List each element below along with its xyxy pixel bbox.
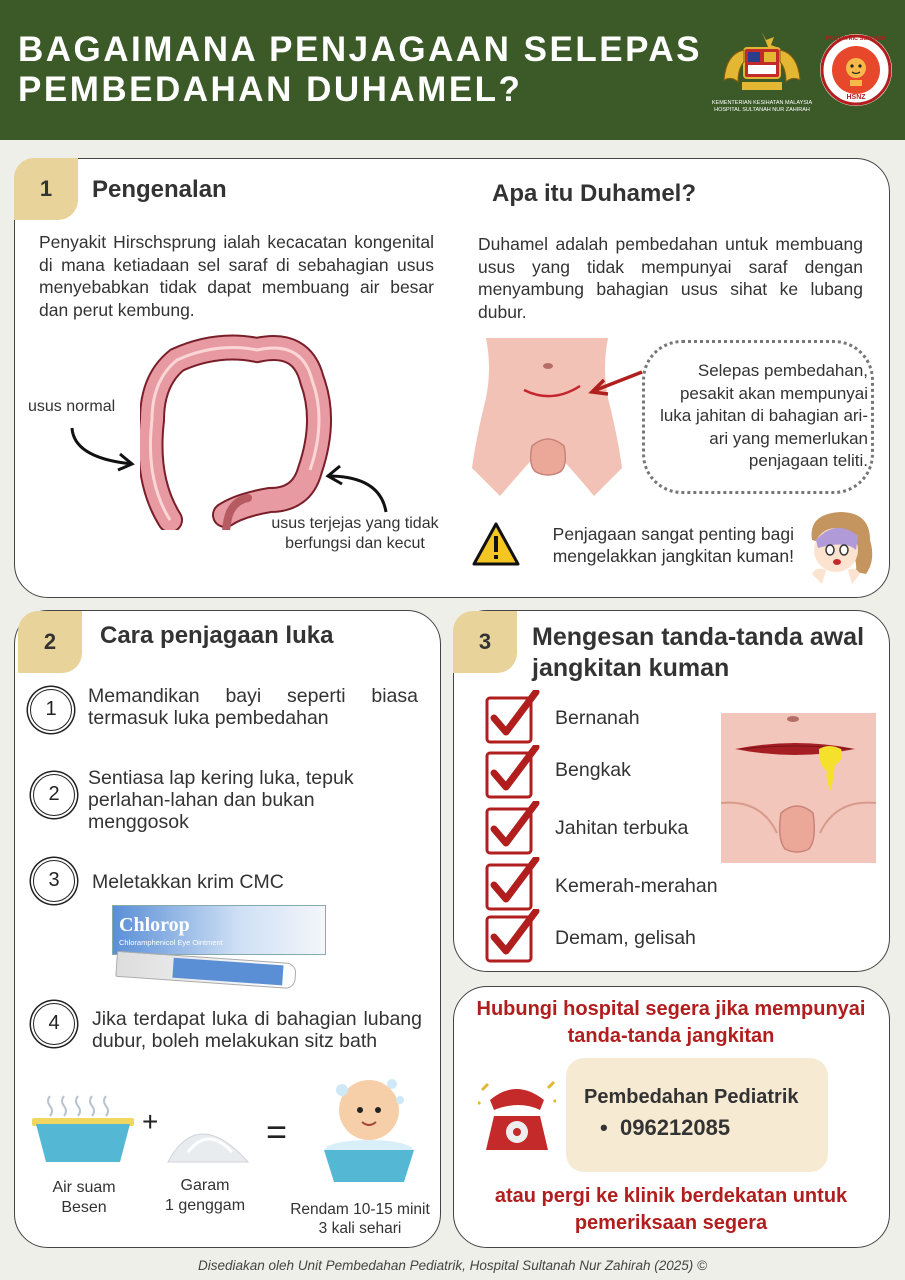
checkbox-checked-icon xyxy=(484,801,542,857)
warning-text: Penjagaan sangat penting bagi mengelakkan jangkitan kuman! xyxy=(552,524,794,566)
incision-pointer-arrow-icon xyxy=(586,368,646,398)
phone-line[interactable]: • 096212085 xyxy=(600,1115,731,1140)
sign-item: Kemerah-merahan xyxy=(555,875,718,897)
duhamel-title: Apa itu Duhamel? xyxy=(492,180,697,207)
infected-wound-illustration-icon xyxy=(721,713,876,863)
equals-sign: = xyxy=(266,1111,288,1152)
section-3-title: Mengesan tanda-tanda awal jangkitan kuman xyxy=(532,623,865,682)
sign-item: Jahitan terbuka xyxy=(555,817,689,839)
footer-credit: Disediakan oleh Unit Pembedahan Pediatrik, Hospital Sultanah Nur Zahirah (2025) © xyxy=(198,1258,707,1273)
callout-text: Selepas pembedahan, pesakit akan mempunyai luka jahitan di bahagian ari-ari yang memerlukan penjagaan teliti. xyxy=(660,361,868,470)
title-line-1: BAGAIMANA PENJAGAAN SELEPAS xyxy=(18,30,702,69)
cream-sub-text: Chloramphenicol Eye Ointment xyxy=(119,938,223,947)
contact-heading: Hubungi hospital segera jika mempunyai tanda-tanda jangkitan xyxy=(476,998,866,1047)
basin-label: Air suam Besen xyxy=(52,1179,116,1216)
badge-bottom-text: HSNZ xyxy=(846,94,866,101)
ministry-caption: KEMENTERIAN KESIHATAN MALAYSIA HOSPITAL SULTANAH NUR ZAHIRAH xyxy=(711,100,813,113)
department-name: Pembedahan Pediatrik xyxy=(584,1086,799,1108)
section-2-number: 2 xyxy=(18,611,82,673)
checkbox-checked-icon xyxy=(484,909,542,965)
step-3-number: 3 xyxy=(33,860,75,902)
step-3-text: Meletakkan krim CMC xyxy=(92,871,284,893)
intro-text: Penyakit Hirschsprung ialah kecacatan kongenital di mana ketiadaan sel saraf di sebahagian usus menyebabkan tidak dapat membuang air besar dan perut kembung. xyxy=(39,232,434,320)
cream-tube xyxy=(115,951,296,989)
sign-item: Bernanah xyxy=(555,707,640,729)
worried-child-icon xyxy=(800,510,876,588)
crest-icon xyxy=(714,28,810,100)
telephone-icon xyxy=(478,1076,556,1158)
step-2-number: 2 xyxy=(33,774,75,816)
step-4-text: Jika terdapat luka di bahagian lubang dubur, boleh melakukan sitz bath xyxy=(92,1008,422,1052)
label-normal-colon: usus normal xyxy=(28,398,116,415)
section-2-title: Cara penjagaan luka xyxy=(100,622,334,649)
surgery-badge xyxy=(818,32,894,108)
arrow-normal-icon xyxy=(60,420,140,480)
duhamel-text: Duhamel adalah pembedahan untuk membuang usus yang tidak mempunyai saraf dengan menyambung bahagian usus sihat ke lubang dubur. xyxy=(478,234,863,322)
cream-brand-text: Chlorop xyxy=(119,914,190,936)
sign-item: Bengkak xyxy=(555,759,631,781)
title-line-2: PEMBEDAHAN DUHAMEL? xyxy=(18,70,523,109)
section-1-title: Pengenalan xyxy=(92,176,227,203)
checkbox-checked-icon xyxy=(484,857,542,913)
salt-label: Garam 1 genggam xyxy=(164,1177,246,1214)
step-1-text: Memandikan bayi seperti biasa termasuk luka pembedahan xyxy=(88,685,418,729)
plus-sign: + xyxy=(142,1106,159,1137)
step-1-number: 1 xyxy=(30,689,72,731)
checkbox-checked-icon xyxy=(484,690,542,746)
section-3-number: 3 xyxy=(453,611,517,673)
contact-alternative: atau pergi ke klinik berdekatan untuk pemeriksaan segera xyxy=(494,1185,848,1234)
colon-illustration-icon xyxy=(140,330,340,530)
salt-pile-icon xyxy=(166,1112,250,1166)
cream-package-illustration xyxy=(112,905,326,991)
label-affected-colon: usus terjejas yang tidak berfungsi dan kecut xyxy=(271,515,439,552)
badge-top-text: PAEDIATRIC SURGERY xyxy=(825,36,887,42)
step-4-number: 4 xyxy=(33,1003,75,1045)
checkbox-checked-icon xyxy=(484,745,542,801)
baby-bath-icon xyxy=(320,1070,418,1188)
cream-box xyxy=(112,905,326,955)
phone-number[interactable]: 096212085 xyxy=(620,1115,731,1140)
sign-item: Demam, gelisah xyxy=(555,927,696,949)
ministry-crest xyxy=(711,28,813,114)
warning-icon xyxy=(472,522,520,566)
arrow-affected-icon xyxy=(320,460,400,520)
section-1-number: 1 xyxy=(14,158,78,220)
soak-label: Rendam 10-15 minit 3 kali sehari xyxy=(290,1201,430,1237)
basin-icon xyxy=(30,1090,136,1168)
step-2-text: Sentiasa lap kering luka, tepuk perlahan-lahan dan bukan menggosok xyxy=(88,767,354,833)
abdomen-incision-illustration-icon xyxy=(472,338,622,498)
page-title xyxy=(18,30,708,110)
